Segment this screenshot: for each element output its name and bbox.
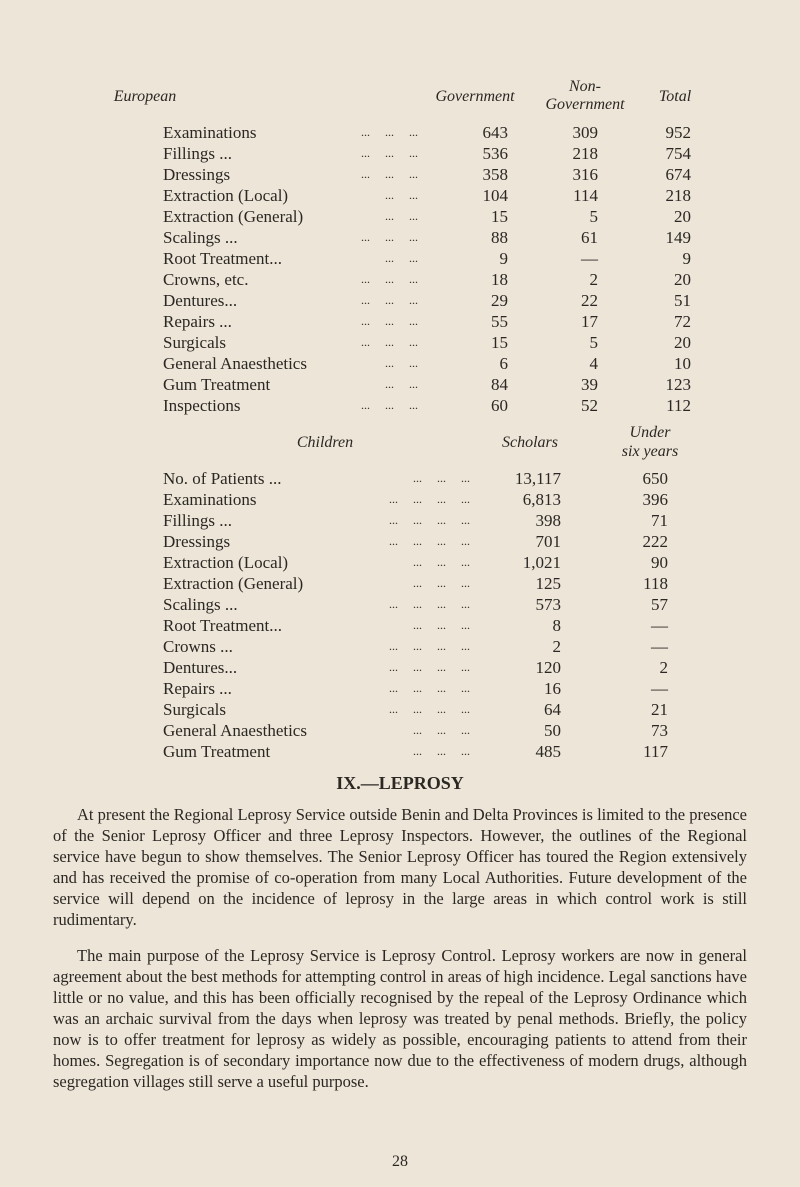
leader-dots: ... ...	[385, 377, 418, 391]
header-european: European	[113, 88, 177, 105]
scholars-value: 125	[535, 574, 561, 593]
scholars-value: 8	[552, 616, 561, 635]
total-value: 10	[674, 354, 691, 373]
table-row	[163, 699, 723, 720]
scholars-value: 13,117	[514, 469, 561, 488]
european-table	[163, 122, 723, 416]
row-label: Surgicals	[163, 333, 226, 352]
non-government-value: 5	[589, 333, 598, 352]
under-six-value: —	[651, 616, 668, 635]
row-label: Gum Treatment	[163, 742, 271, 761]
row-label: Extraction (General)	[163, 207, 304, 226]
header-children: Children	[296, 434, 354, 451]
leader-dots: ... ... ... ...	[389, 660, 470, 674]
leader-dots: ... ... ...	[361, 146, 418, 160]
scholars-value: 701	[535, 532, 561, 551]
row-label: Surgicals	[163, 700, 226, 719]
row-label: Extraction (Local)	[163, 553, 289, 572]
row-label: Dentures...	[163, 291, 238, 310]
total-value: 754	[665, 144, 691, 163]
leader-dots: ... ... ... ...	[389, 534, 470, 548]
government-value: 6	[499, 354, 508, 373]
government-value: 358	[482, 165, 508, 184]
under-six-value: —	[651, 637, 668, 656]
page-number: 28	[392, 1153, 408, 1170]
scholars-value: 120	[535, 658, 561, 677]
table-row	[163, 185, 723, 206]
row-label: Gum Treatment	[163, 375, 271, 394]
non-government-value: 316	[572, 165, 598, 184]
government-value: 104	[482, 186, 508, 205]
leader-dots: ... ... ... ...	[389, 492, 470, 506]
paragraph: At present the Regional Leprosy Service outside Benin and Delta Provinces is limited to the presence of the Senior Leprosy Officer and three Leprosy Inspectors. However, the outlines of the Regional service have begun to show themselves. The Senior Leprosy Officer has toured the Region extensively and has received the promise of co-operation from many Local Authorities. Future development of the service will depend on the incidence of leprosy in the large areas in which control work is still rudimentary.	[53, 805, 747, 929]
scholars-value: 64	[544, 700, 561, 719]
scholars-value: 398	[535, 511, 561, 530]
table-row	[163, 615, 723, 636]
government-value: 60	[491, 396, 508, 415]
total-value: 952	[665, 123, 691, 142]
scholars-value: 1,021	[522, 553, 561, 572]
leader-dots: ... ... ... ...	[389, 513, 470, 527]
children-table	[163, 468, 723, 762]
total-value: 674	[665, 165, 691, 184]
table-row	[163, 573, 723, 594]
total-value: 112	[666, 396, 691, 415]
scholars-value: 16	[544, 679, 561, 698]
government-value: 643	[482, 123, 508, 142]
header-scholars: Scholars	[502, 434, 558, 451]
table-row	[163, 678, 723, 699]
total-value: 20	[674, 207, 691, 226]
table-row	[163, 468, 723, 489]
leader-dots: ... ... ...	[413, 723, 470, 737]
row-label: Dressings	[163, 165, 231, 184]
table-row	[163, 552, 723, 573]
leader-dots: ... ... ...	[361, 167, 418, 181]
leader-dots: ... ... ... ...	[389, 681, 470, 695]
header-government: Government	[435, 88, 515, 105]
paragraph: The main purpose of the Leprosy Service is Leprosy Control. Leprosy workers are now in general agreement about the best methods for attempting control in areas of high incidence. Legal sanctions have little or no value, and this has been officially recognised by the repeal of the Leprosy Ordinance which was an archaic survival from the days when leprosy was treated by penal methods. Briefly, the policy now is to offer treatment for leprosy as widely as possible, encouraging patients to attend from their homes. Segregation is of secondary importance now due to the effectiveness of modern drugs, although segregation villages still serve a useful purpose.	[53, 946, 747, 1091]
non-government-value: —	[581, 249, 598, 268]
table-row	[163, 164, 723, 185]
scholars-value: 485	[535, 742, 561, 761]
total-value: 149	[665, 228, 691, 247]
header-under-six-line1: Under	[629, 424, 671, 441]
leader-dots: ... ...	[385, 356, 418, 370]
table-row	[163, 720, 723, 741]
row-label: Dentures...	[163, 658, 238, 677]
row-label: Repairs ...	[163, 312, 232, 331]
header-total: Total	[658, 88, 692, 105]
under-six-value: 650	[642, 469, 668, 488]
total-value: 123	[665, 375, 691, 394]
table-row	[163, 248, 723, 269]
row-label: No. of Patients ...	[163, 469, 282, 488]
leader-dots: ... ... ...	[413, 471, 470, 485]
scholars-value: 2	[552, 637, 561, 656]
total-value: 51	[674, 291, 691, 310]
table-row	[163, 374, 723, 395]
table-row	[163, 311, 723, 332]
non-government-value: 61	[581, 228, 598, 247]
table-row	[163, 122, 723, 143]
row-label: Examinations	[163, 123, 257, 142]
table-row	[163, 510, 723, 531]
government-value: 84	[491, 375, 508, 394]
government-value: 536	[482, 144, 508, 163]
under-six-value: 90	[651, 553, 668, 572]
table-row	[163, 657, 723, 678]
row-label: Root Treatment...	[163, 616, 283, 635]
under-six-value: 21	[651, 700, 668, 719]
under-six-value: 117	[643, 742, 668, 761]
non-government-value: 5	[589, 207, 598, 226]
table-row	[163, 353, 723, 374]
row-label: Fillings ...	[163, 144, 232, 163]
table-row	[163, 489, 723, 510]
scholars-value: 573	[535, 595, 561, 614]
non-government-value: 17	[581, 312, 598, 331]
leader-dots: ... ...	[385, 251, 418, 265]
government-value: 29	[491, 291, 508, 310]
leader-dots: ... ... ...	[361, 314, 418, 328]
table-row	[163, 269, 723, 290]
row-label: Scalings ...	[163, 595, 238, 614]
under-six-value: 71	[651, 511, 668, 530]
row-label: Inspections	[163, 396, 241, 415]
leader-dots: ... ... ...	[361, 272, 418, 286]
government-value: 88	[491, 228, 508, 247]
table-row	[163, 636, 723, 657]
row-label: Extraction (General)	[163, 574, 304, 593]
scholars-value: 6,813	[522, 490, 561, 509]
total-value: 9	[682, 249, 691, 268]
row-label: Extraction (Local)	[163, 186, 289, 205]
non-government-value: 114	[573, 186, 598, 205]
section-heading: IX.—LEPROSY	[336, 773, 464, 793]
government-value: 15	[491, 333, 508, 352]
row-label: General Anaesthetics	[163, 721, 307, 740]
leader-dots: ... ... ...	[413, 744, 470, 758]
non-government-value: 4	[589, 354, 598, 373]
row-label: Crowns, etc.	[163, 270, 249, 289]
under-six-value: —	[651, 679, 668, 698]
table-row	[163, 531, 723, 552]
under-six-value: 2	[659, 658, 668, 677]
row-label: Root Treatment...	[163, 249, 283, 268]
non-government-value: 2	[589, 270, 598, 289]
under-six-value: 73	[651, 721, 668, 740]
table-row	[163, 143, 723, 164]
leader-dots: ... ... ...	[361, 230, 418, 244]
total-value: 72	[674, 312, 691, 331]
non-government-value: 218	[572, 144, 598, 163]
row-label: Repairs ...	[163, 679, 232, 698]
header-non-government-line1: Non-	[569, 78, 601, 95]
non-government-value: 309	[572, 123, 598, 142]
total-value: 20	[674, 270, 691, 289]
under-six-value: 396	[642, 490, 668, 509]
non-government-value: 39	[581, 375, 598, 394]
leader-dots: ... ... ...	[413, 576, 470, 590]
leader-dots: ... ...	[385, 209, 418, 223]
under-six-value: 57	[651, 595, 668, 614]
row-label: Scalings ...	[163, 228, 238, 247]
row-label: General Anaesthetics	[163, 354, 307, 373]
leader-dots: ... ... ... ...	[389, 639, 470, 653]
leader-dots: ... ... ... ...	[389, 597, 470, 611]
government-value: 18	[491, 270, 508, 289]
government-value: 9	[499, 249, 508, 268]
table-row	[163, 741, 723, 762]
table-row	[163, 395, 723, 416]
row-label: Crowns ...	[163, 637, 233, 656]
non-government-value: 22	[581, 291, 598, 310]
leader-dots: ... ... ...	[413, 618, 470, 632]
non-government-value: 52	[581, 396, 598, 415]
total-value: 218	[665, 186, 691, 205]
row-label: Examinations	[163, 490, 257, 509]
table-row	[163, 594, 723, 615]
leader-dots: ... ... ...	[361, 125, 418, 139]
table-row	[163, 227, 723, 248]
row-label: Fillings ...	[163, 511, 232, 530]
leader-dots: ... ... ...	[361, 293, 418, 307]
under-six-value: 222	[642, 532, 668, 551]
leader-dots: ... ... ...	[361, 335, 418, 349]
table-row	[163, 206, 723, 227]
row-label: Dressings	[163, 532, 231, 551]
table-row	[163, 290, 723, 311]
total-value: 20	[674, 333, 691, 352]
table-row	[163, 332, 723, 353]
government-value: 55	[491, 312, 508, 331]
leader-dots: ... ...	[385, 188, 418, 202]
header-non-government-line2: Government	[545, 96, 625, 113]
government-value: 15	[491, 207, 508, 226]
scholars-value: 50	[544, 721, 561, 740]
under-six-value: 118	[643, 574, 668, 593]
leader-dots: ... ... ...	[413, 555, 470, 569]
leader-dots: ... ... ...	[361, 398, 418, 412]
header-under-six-line2: six years	[621, 443, 679, 460]
leader-dots: ... ... ... ...	[389, 702, 470, 716]
